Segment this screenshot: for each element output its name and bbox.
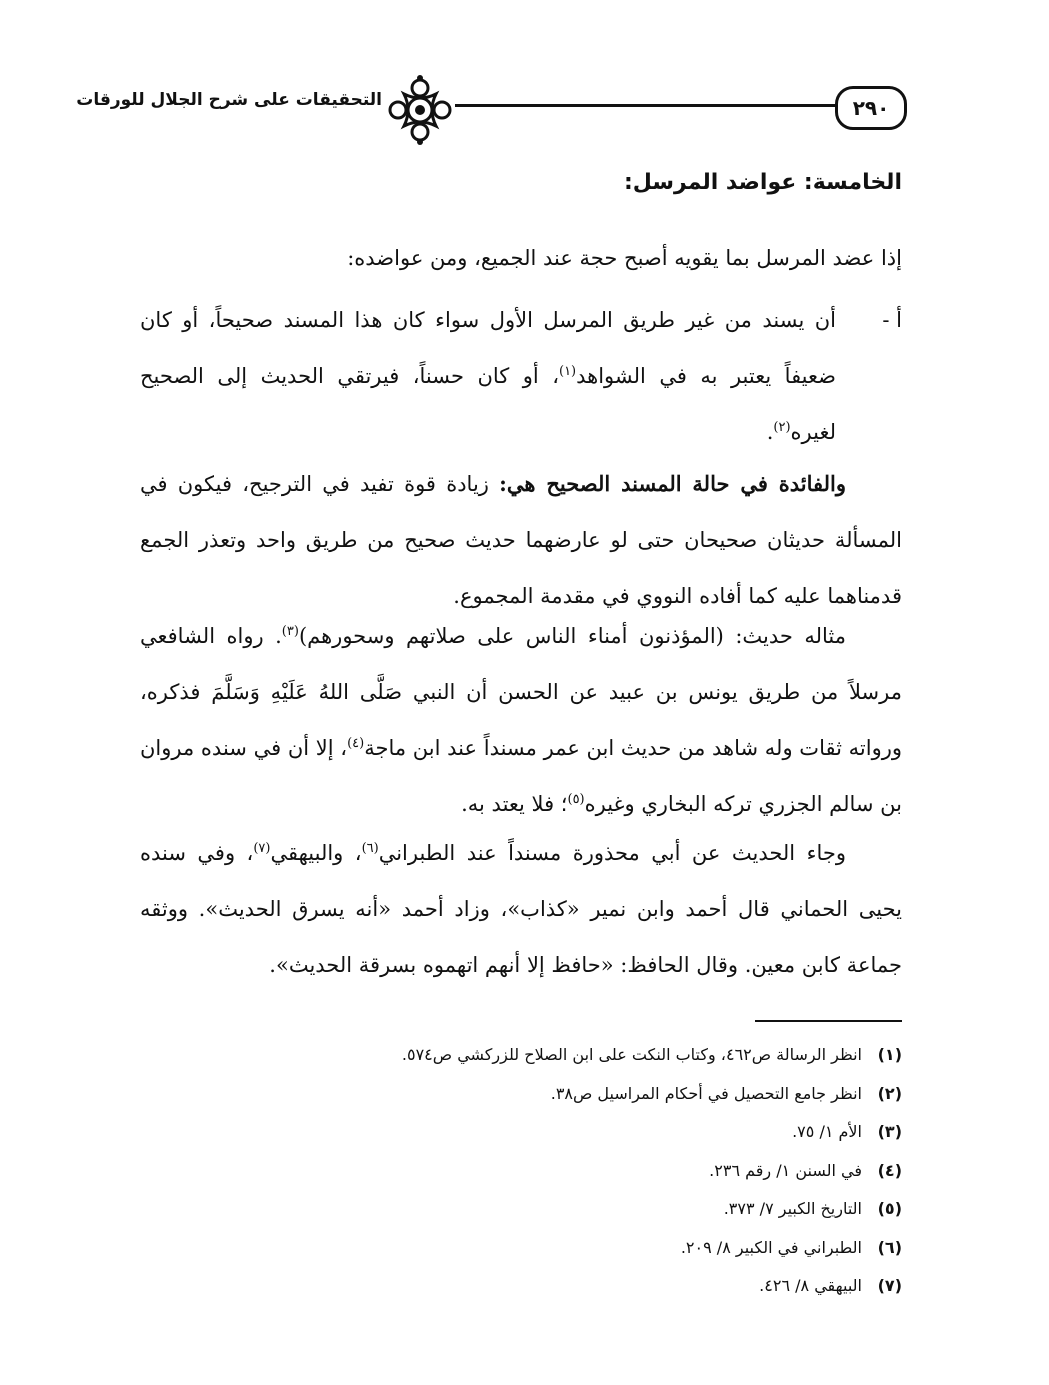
intro-paragraph: إذا عضد المرسل بما يقويه أصبح حجة عند الجميع، ومن عواضده: <box>347 246 902 270</box>
page-number-badge <box>835 86 907 130</box>
footnote-ref[interactable]: (٦) <box>361 841 379 856</box>
running-title: التحقيقات على شرح الجلال للورقات <box>76 90 382 110</box>
list-marker: أ - <box>882 308 902 332</box>
footnote-item: (٥)التاريخ الكبير ٧/ ٣٧٣. <box>723 1199 902 1218</box>
benefit-lead: والفائدة في حالة المسند الصحيح هي: <box>499 471 846 496</box>
footnote-item: (٧)البيهقي ٨/ ٤٢٦. <box>759 1276 902 1295</box>
list-item-text: أن يسند من غير طريق المرسل الأول سواء كان هذا المسند صحيحاً، أو كان ضعيفاً يعتبر به في الشواهد$^{(١)}$، أو كان حسناً، فيرتقي الحديث إلى الصحيح لغيره$^{(٢)}$. <box>140 308 836 444</box>
header-rule <box>455 104 835 107</box>
page-number: ٢٩٠ <box>852 96 890 120</box>
footnote-ref[interactable]: (٤) <box>347 736 365 751</box>
abu-mahdhura-paragraph: وجاء الحديث عن أبي محذورة مسنداً عند الطبراني$^{(٦)}$، والبيهقي$^{(٧)}$، وفي سنده يحيى الحماني قال أحمد وابن نمير «كذاب»، وزاد أحمد «أنه يسرق الحديث». ووثقه جماعة كابن معين. وقال الحافظ: «حافظ إلا أنهم اتهموه بسرقة الحديث». <box>140 841 902 977</box>
list-item <box>140 292 902 460</box>
footnote-item: (٦)الطبراني في الكبير ٨/ ٢٠٩. <box>680 1237 902 1257</box>
footnote-ref[interactable]: (٧) <box>253 841 271 856</box>
footnote-ref[interactable]: (٣) <box>281 624 299 639</box>
footnote-item: (٢)انظر جامع التحصيل في أحكام المراسيل ص٣٨. <box>550 1083 902 1103</box>
footnote-separator <box>755 1020 902 1022</box>
example-paragraph: مثاله حديث: (المؤذنون أمناء الناس على صلاتهم وسحورهم)$^{(٣)}$. رواه الشافعي مرسلاً من طريق يونس بن عبيد عن الحسن أن النبي صَلَّى اللهُ عَلَيْهِ وَسَلَّمَ فذكره، ورواته ثقات وله شاهد من حديث ابن عمر مسنداً عند ابن ماجة$^{(٤)}$، إلا أن في سنده مروان بن سالم الجزري تركه البخاري وغيره$^{(٥)}$؛ فلا يعتد به. <box>140 624 902 816</box>
footnote-item: (٣)الأم ١/ ٧٥. <box>792 1122 902 1141</box>
footnote-item: (٤)في السنن ١/ رقم ٢٣٦. <box>709 1160 902 1180</box>
footnotes <box>140 1036 902 1306</box>
section-heading: الخامسة: عواضد المرسل: <box>623 170 902 195</box>
benefit-paragraph: والفائدة في حالة المسند الصحيح هي: زيادة قوة تفيد في الترجيح، فيكون في المسألة حديثان صحيحان حتى لو عارضهما حديث صحيح من طريق واحد وتعذر الجمع قدمناهما عليه كما أفاده النووي في مقدمة المجموع. <box>140 471 902 608</box>
footnote-ref[interactable]: (٥) <box>567 792 585 807</box>
footnote-item: (١)انظر الرسالة ص٤٦٢، وكتاب النكت على ابن الصلاح للزركشي ص٥٧٤. <box>401 1045 902 1064</box>
footnote-ref[interactable]: (٢) <box>773 420 791 435</box>
ornament-icon <box>382 72 458 148</box>
footnote-ref[interactable]: (١) <box>558 364 577 379</box>
